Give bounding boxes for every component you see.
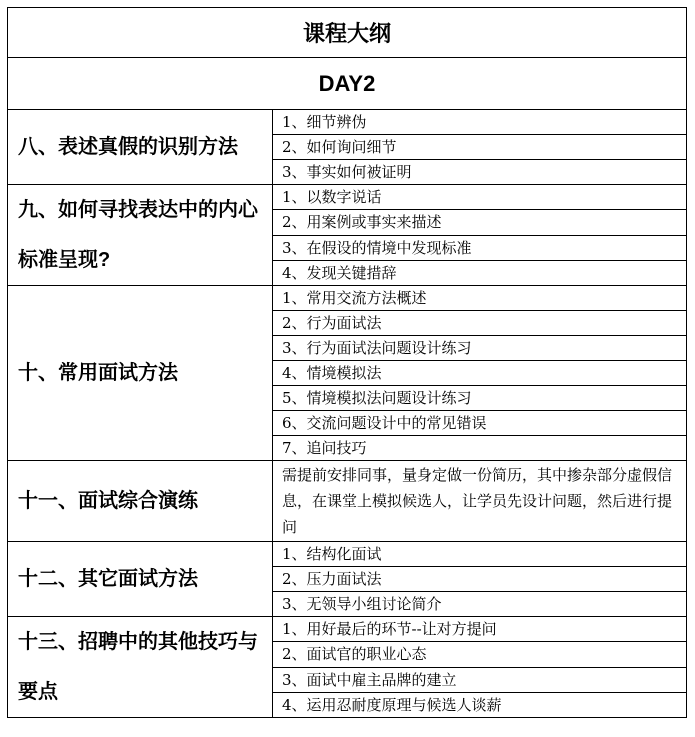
section-item: 3、在假设的情境中发现标准 [273, 235, 687, 260]
section-item: 3、面试中雇主品牌的建立 [273, 667, 687, 692]
section-item-row [8, 110, 687, 135]
section-item: 5、情境模拟法问题设计练习 [273, 386, 687, 411]
section-heading: 十、常用面试方法 [8, 286, 273, 461]
day-label: DAY2 [8, 58, 687, 110]
section-item: 1、用好最后的环节--让对方提问 [273, 617, 687, 642]
section-item: 4、发现关键措辞 [273, 260, 687, 285]
course-outline-table [7, 7, 687, 718]
section-item: 2、用案例或事实来描述 [273, 210, 687, 235]
section-text-row [8, 461, 687, 542]
title-row [8, 8, 687, 58]
section-heading: 八、表述真假的识别方法 [8, 110, 273, 185]
outline-title: 课程大纲 [8, 8, 687, 58]
day-row [8, 58, 687, 110]
section-heading: 十一、面试综合演练 [8, 461, 273, 542]
section-item: 1、以数字说话 [273, 185, 687, 210]
section-item: 3、事实如何被证明 [273, 160, 687, 185]
section-item: 7、追问技巧 [273, 436, 687, 461]
section-item: 2、如何询问细节 [273, 135, 687, 160]
section-item-row [8, 185, 687, 210]
section-item: 4、情境模拟法 [273, 361, 687, 386]
section-item-row [8, 542, 687, 567]
section-item: 1、常用交流方法概述 [273, 286, 687, 311]
section-item-row [8, 286, 687, 311]
section-item: 3、行为面试法问题设计练习 [273, 336, 687, 361]
section-item: 3、无领导小组讨论简介 [273, 592, 687, 617]
section-item-row [8, 617, 687, 642]
section-item: 6、交流问题设计中的常见错误 [273, 411, 687, 436]
section-item: 2、压力面试法 [273, 567, 687, 592]
section-heading: 十二、其它面试方法 [8, 542, 273, 617]
section-item: 1、结构化面试 [273, 542, 687, 567]
section-heading: 十三、招聘中的其他技巧与要点 [8, 617, 273, 718]
section-heading: 九、如何寻找表达中的内心标准呈现? [8, 185, 273, 286]
section-item: 1、细节辨伪 [273, 110, 687, 135]
section-description: 需提前安排同事，量身定做一份简历，其中掺杂部分虚假信息，在课堂上模拟候选人，让学员先设计问题，然后进行提问 [273, 461, 687, 542]
section-item: 4、运用忍耐度原理与候选人谈薪 [273, 692, 687, 717]
section-item: 2、行为面试法 [273, 311, 687, 336]
section-item: 2、面试官的职业心态 [273, 642, 687, 667]
